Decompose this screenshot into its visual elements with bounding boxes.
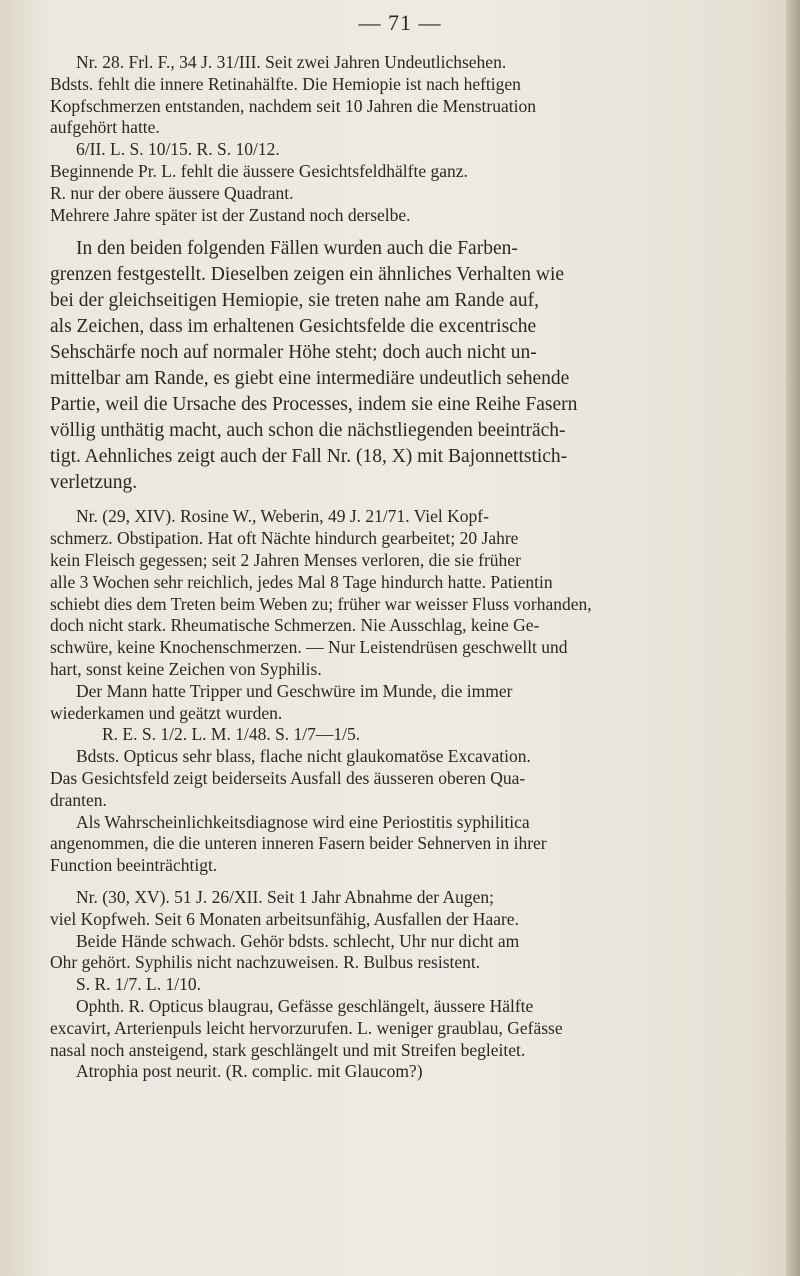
page-edge [786,0,800,1276]
line: tigt. Aehnliches zeigt auch der Fall Nr. (18, X) mit Bajonnettstich- [50,446,568,468]
line: nasal noch ansteigend, stark geschlängelt und mit Streifen begleitet. [50,1039,526,1060]
case-28 [50,52,770,226]
line: Ohr gehört. Syphilis nicht nachzuweisen. R. Bulbus resistent. [50,952,481,973]
line: wiederkamen und geätzt wurden. [50,702,283,723]
line: Nr. (30, XV). 51 J. 26/XII. Seit 1 Jahr Abnahme der Augen; [76,886,494,907]
line: Sehschärfe noch auf normaler Höhe steht; doch auch nicht un- [50,342,537,364]
page-text [50,52,770,1083]
line: bei der gleichseitigen Hemiopie, sie treten nahe am Rande auf, [50,290,539,312]
line: Atrophia post neurit. (R. complic. mit Glaucom?) [76,1061,423,1082]
line: viel Kopfweh. Seit 6 Monaten arbeitsunfähig, Ausfallen der Haare. [50,908,519,929]
line: völlig unthätig macht, auch schon die nächstliegenden beeinträch- [50,420,566,442]
page-number: — 71 — [358,10,442,35]
line: 6/II. L. S. 10/15. R. S. 10/12. [76,139,280,160]
line: hart, sonst keine Zeichen von Syphilis. [50,658,322,679]
line: In den beiden folgenden Fällen wurden auch die Farben- [76,238,518,260]
line: Kopfschmerzen entstanden, nachdem seit 10 Jahren die Menstruation [50,95,536,116]
line: aufgehört hatte. [50,117,160,138]
line: Function beeinträchtigt. [50,855,218,876]
line: Als Wahrscheinlichkeitsdiagnose wird eine Periostitis syphilitica [76,811,530,832]
line: R. nur der obere äussere Quadrant. [50,182,294,203]
line: Mehrere Jahre später ist der Zustand noch derselbe. [50,204,411,225]
line: Beginnende Pr. L. fehlt die äussere Gesichtsfeldhälfte ganz. [50,160,468,181]
line: Das Gesichtsfeld zeigt beiderseits Ausfall des äusseren oberen Qua- [50,767,526,788]
main-paragraph [50,236,770,496]
case-30 [50,887,770,1083]
line: doch nicht stark. Rheumatische Schmerzen. Nie Ausschlag, keine Ge- [50,615,540,636]
line: Nr. (29, XIV). Rosine W., Weberin, 49 J. 21/71. Viel Kopf- [76,506,489,527]
line: kein Fleisch gegessen; seit 2 Jahren Menses verloren, die sie früher [50,549,521,570]
line: schiebt dies dem Treten beim Weben zu; früher war weisser Fluss vorhanden, [50,593,592,614]
line: Bdsts. Opticus sehr blass, flache nicht glaukomatöse Excavation. [76,746,531,767]
line: S. R. 1/7. L. 1/10. [76,974,201,995]
line: Nr. 28. Frl. F., 34 J. 31/III. Seit zwei Jahren Undeutlichsehen. [76,52,507,72]
line: schmerz. Obstipation. Hat oft Nächte hindurch gearbeitet; 20 Jahre [50,528,519,549]
line: excavirt, Arterienpuls leicht hervorzurufen. L. weniger graublau, Gefässe [50,1017,563,1038]
line: Bdsts. fehlt die innere Retinahälfte. Die Hemiopie ist nach heftigen [50,73,521,94]
line: Partie, weil die Ursache des Processes, indem sie eine Reihe Fasern [50,394,578,416]
case-29 [50,506,770,877]
line: grenzen festgestellt. Dieselben zeigen ein ähnliches Verhalten wie [50,264,565,286]
line: mittelbar am Rande, es giebt eine intermediäre undeutlich sehende [50,368,570,390]
line: angenommen, die die unteren inneren Fasern beider Sehnerven in ihrer [50,833,547,854]
line: Der Mann hatte Tripper und Geschwüre im Munde, die immer [76,680,513,701]
line: Beide Hände schwach. Gehör bdsts. schlecht, Uhr nur dicht am [76,930,520,951]
line: dranten. [50,789,107,810]
line: schwüre, keine Knochenschmerzen. — Nur Leistendrüsen geschwellt und [50,637,568,658]
line: Ophth. R. Opticus blaugrau, Gefässe geschlängelt, äussere Hälfte [76,995,534,1016]
line: R. E. S. 1/2. L. M. 1/48. S. 1/7—1/5. [102,724,361,745]
line: verletzung. [50,472,138,494]
line: als Zeichen, dass im erhaltenen Gesichtsfelde die excentrische [50,316,537,338]
line: alle 3 Wochen sehr reichlich, jedes Mal 8 Tage hindurch hatte. Patientin [50,571,553,592]
